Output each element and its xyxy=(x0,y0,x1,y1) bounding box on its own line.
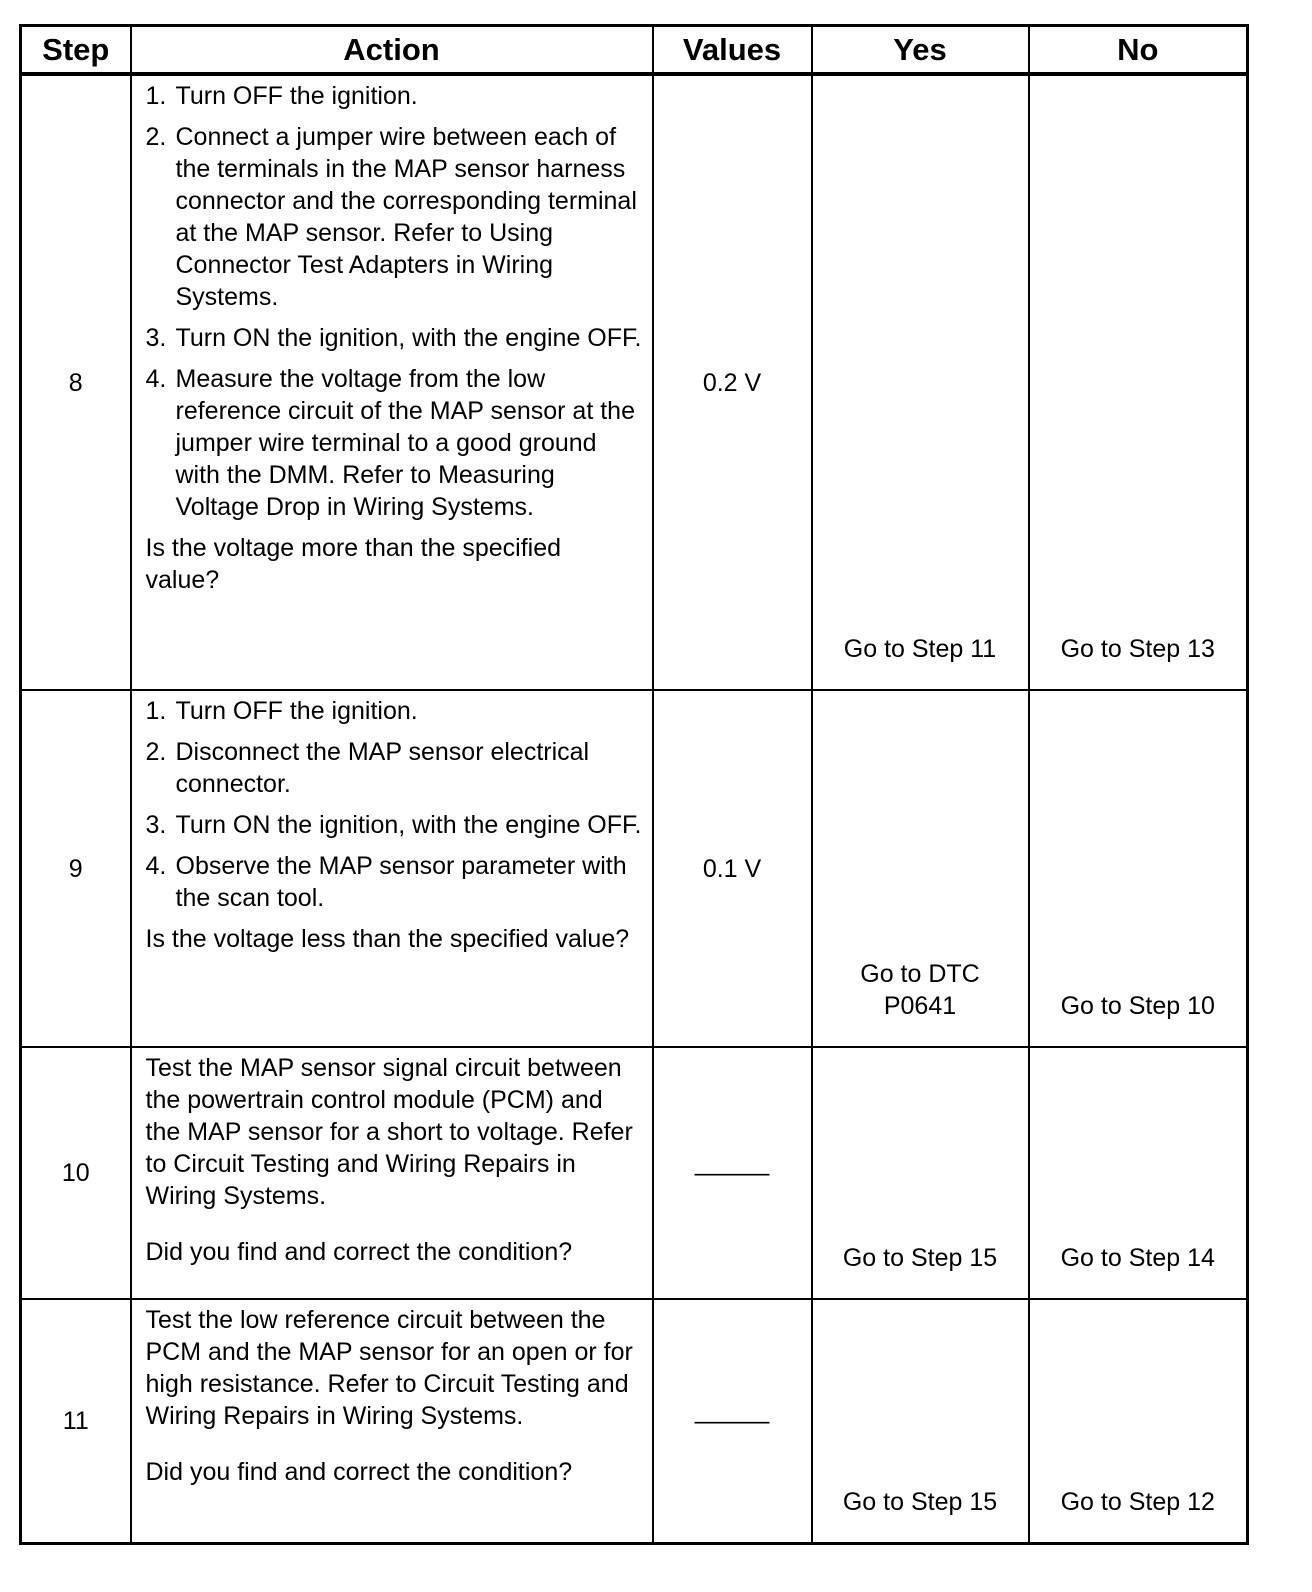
action-item: 3. Turn ON the ignition, with the engine OFF. xyxy=(145,811,642,839)
yes-cell: Go to Step 11 xyxy=(812,74,1029,690)
action-lead: Test the low reference circuit between the PCM and the MAP sensor for an open or for high resistance. Refer to Circuit Testing and Wiring Repairs in Wiring Systems. xyxy=(145,1306,633,1430)
action-item: 1. Turn OFF the ignition. xyxy=(145,697,418,725)
action-list xyxy=(146,80,642,523)
header-row xyxy=(21,26,1248,75)
step-number: 9 xyxy=(21,690,131,1047)
action-cell xyxy=(131,74,653,690)
no-cell: Go to Step 12 xyxy=(1029,1299,1248,1543)
step-number: 11 xyxy=(21,1299,131,1543)
action-item: 2. Connect a jumper wire between each of the terminals in the MAP sensor harness connector and the corresponding terminal at the MAP sensor. Refer to Using Connector Test Adapters in Wiring Systems. xyxy=(145,123,637,311)
no-cell: Go to Step 13 xyxy=(1029,74,1248,690)
step-number: 10 xyxy=(21,1047,131,1299)
yes-cell: Go to DTC P0641 xyxy=(812,690,1029,1047)
action-cell xyxy=(131,1047,653,1299)
value-cell: 0.1 V xyxy=(653,690,812,1047)
step-number: 8 xyxy=(21,74,131,690)
value-cell: ——— xyxy=(653,1299,812,1543)
header-values: Values xyxy=(653,26,812,75)
action-item: 2. Disconnect the MAP sensor electrical connector. xyxy=(145,738,590,798)
action-item: 1. Turn OFF the ignition. xyxy=(145,82,418,110)
action-item: 4. Measure the voltage from the low reference circuit of the MAP sensor at the jumper wire terminal to a good ground with the DMM. Refer to Measuring Voltage Drop in Wiring Systems. xyxy=(145,365,635,521)
action-question: Did you find and correct the condition? xyxy=(145,1458,573,1486)
action-cell xyxy=(131,690,653,1047)
yes-cell: Go to Step 15 xyxy=(812,1299,1029,1543)
action-cell xyxy=(131,1299,653,1543)
value-cell: 0.2 V xyxy=(653,74,812,690)
action-item: 3. Turn ON the ignition, with the engine OFF. xyxy=(145,324,642,352)
action-list xyxy=(146,695,642,914)
yes-cell: Go to Step 15 xyxy=(812,1047,1029,1299)
value-cell: ——— xyxy=(653,1047,812,1299)
table-row xyxy=(21,1047,1248,1299)
table-row xyxy=(21,1299,1248,1543)
table-row xyxy=(21,74,1248,690)
header-yes: Yes xyxy=(812,26,1029,75)
table-row xyxy=(21,690,1248,1047)
action-question: Is the voltage less than the specified value? xyxy=(145,925,630,953)
diagnostic-table xyxy=(19,24,1249,1545)
action-lead: Test the MAP sensor signal circuit between the powertrain control module (PCM) and the MAP sensor for a short to voltage. Refer to Circuit Testing and Wiring Repairs in Wiring Systems. xyxy=(145,1054,633,1210)
action-item: 4. Observe the MAP sensor parameter with the scan tool. xyxy=(145,852,627,912)
header-no: No xyxy=(1029,26,1248,75)
action-question: Did you find and correct the condition? xyxy=(145,1238,573,1266)
no-cell: Go to Step 14 xyxy=(1029,1047,1248,1299)
header-step: Step xyxy=(21,26,131,75)
header-action: Action xyxy=(131,26,653,75)
no-cell: Go to Step 10 xyxy=(1029,690,1248,1047)
action-question: Is the voltage more than the specified value? xyxy=(145,534,562,594)
